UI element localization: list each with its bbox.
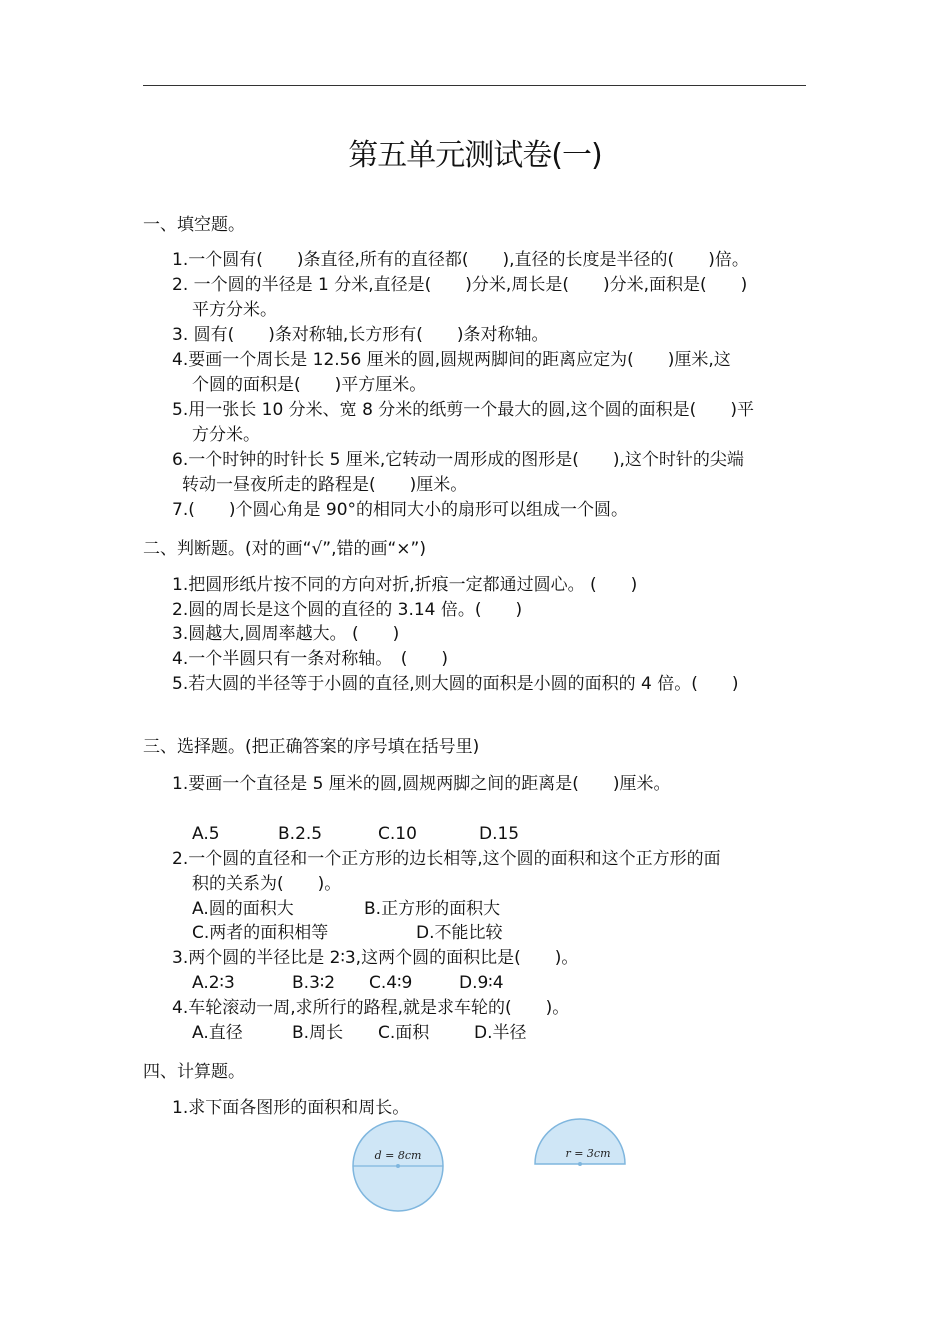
s2-q4: 4.一个半圆只有一条对称轴。 ( ) [172,649,448,669]
section-2-heading: 二、判断题。(对的画“√”,错的画“×”) [143,539,426,559]
s3-q4-option-b: B.周长 [292,1023,344,1043]
s1-q4: 4.要画一个周长是 12.56 厘米的圆,圆规两脚间的距离应定为( )厘米,这 [172,350,731,370]
s3-q4: 4.车轮滚动一周,求所行的路程,就是求车轮的( )。 [172,998,570,1018]
s1-q6-cont: 转动一昼夜所走的路程是( )厘米。 [182,475,468,495]
s3-q2-option-a: A.圆的面积大 [192,899,294,919]
circle-center-dot [396,1164,400,1168]
s1-q1: 1.一个圆有( )条直径,所有的直径都( ),直径的长度是半径的( )倍。 [172,250,749,270]
section-4-heading: 四、计算题。 [143,1062,245,1082]
s3-q2: 2.一个圆的直径和一个正方形的边长相等,这个圆的面积和这个正方形的面 [172,849,721,869]
s3-q1-option-c: C.10 [378,824,417,844]
s1-q5: 5.用一张长 10 分米、宽 8 分米的纸剪一个最大的圆,这个圆的面积是( )平 [172,400,754,420]
s3-q3-option-d: D.9∶4 [459,973,504,993]
diameter-label: d = 8cm [374,1149,422,1162]
s1-q2-cont: 平方分米。 [192,300,277,320]
s3-q4-option-a: A.直径 [192,1023,243,1043]
section-3-heading: 三、选择题。(把正确答案的序号填在括号里) [143,737,480,757]
semicircle-center-dot [578,1162,582,1166]
s2-q1: 1.把圆形纸片按不同的方向对折,折痕一定都通过圆心。 ( ) [172,575,638,595]
s1-q7: 7.( )个圆心角是 90°的相同大小的扇形可以组成一个圆。 [172,500,629,520]
s3-q2-cont: 积的关系为( )。 [192,874,342,894]
s3-q2-option-d: D.不能比较 [416,923,503,943]
s2-q3: 3.圆越大,圆周率越大。 ( ) [172,624,400,644]
s1-q3: 3. 圆有( )条对称轴,长方形有( )条对称轴。 [172,325,549,345]
s2-q2: 2.圆的周长是这个圆的直径的 3.14 倍。( ) [172,600,523,620]
s3-q1-option-b: B.2.5 [278,824,323,844]
s3-q3: 3.两个圆的半径比是 2∶3,这两个圆的面积比是( )。 [172,948,579,968]
s3-q4-option-d: D.半径 [474,1023,527,1043]
circle-figure [350,1118,446,1214]
radius-label: r = 3cm [565,1147,611,1160]
s3-q4-option-c: C.面积 [378,1023,430,1043]
s1-q6: 6.一个时钟的时针长 5 厘米,它转动一周形成的图形是( ),这个时针的尖端 [172,450,744,470]
top-rule [143,85,806,86]
s3-q1-option-d: D.15 [479,824,520,844]
s3-q3-option-a: A.2∶3 [192,973,235,993]
semicircle-figure [532,1116,628,1168]
s1-q2: 2. 一个圆的半径是 1 分米,直径是( )分米,周长是( )分米,面积是( ) [172,275,748,295]
s3-q1: 1.要画一个直径是 5 厘米的圆,圆规两脚之间的距离是( )厘米。 [172,774,671,794]
s3-q2-option-c: C.两者的面积相等 [192,923,329,943]
section-1-heading: 一、填空题。 [143,215,245,235]
s3-q1-option-a: A.5 [192,824,220,844]
s2-q5: 5.若大圆的半径等于小圆的直径,则大圆的面积是小圆的面积的 4 倍。( ) [172,674,739,694]
s1-q5-cont: 方分米。 [192,425,260,445]
s1-q4-cont: 个圆的面积是( )平方厘米。 [192,375,427,395]
s3-q2-option-b: B.正方形的面积大 [364,899,501,919]
s3-q3-option-c: C.4∶9 [369,973,413,993]
s4-q1: 1.求下面各图形的面积和周长。 [172,1098,410,1118]
s3-q3-option-b: B.3∶2 [292,973,336,993]
page-title: 第五单元测试卷(一) [348,138,602,173]
